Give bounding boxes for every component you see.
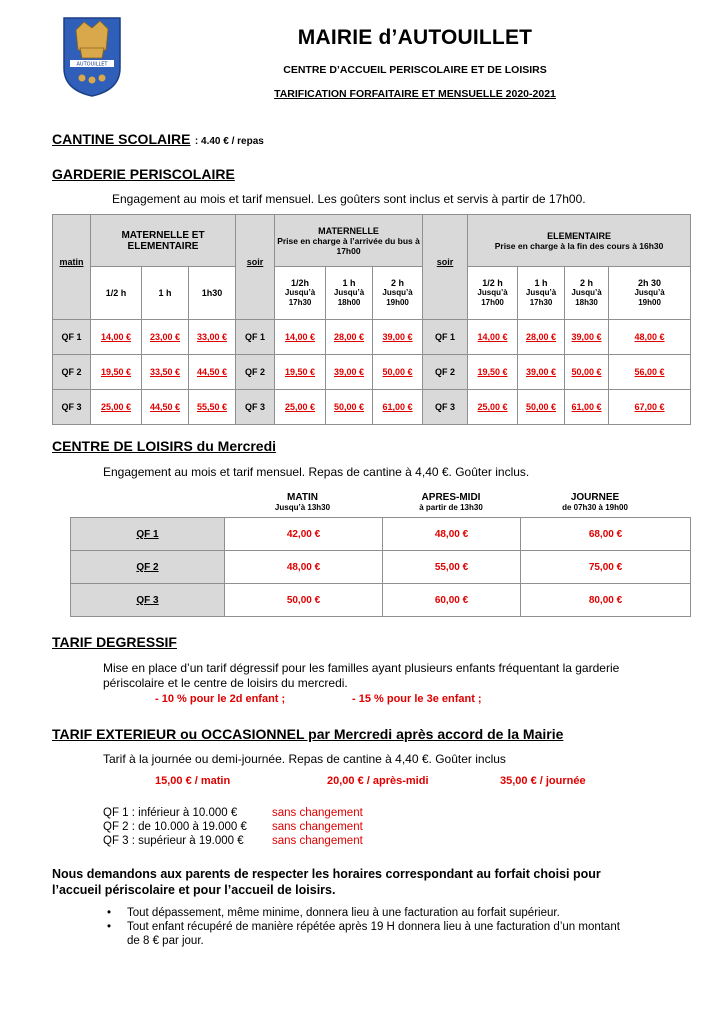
- price-cell: 50,00 €: [326, 390, 373, 425]
- group2-header: [275, 215, 423, 267]
- group3-col-header: 2h 30 Jusqu’à 19h00: [609, 267, 691, 320]
- price-cell: 61,00 €: [565, 390, 609, 425]
- table-row: [53, 320, 691, 355]
- loisirs-col-label: APRES-MIDI: [421, 492, 481, 503]
- qf-cell: QF 3: [423, 390, 468, 425]
- price-cell: 55,00 €: [383, 551, 521, 584]
- qf-threshold: QF 2 : de 10.000 à 19.000 €: [103, 821, 247, 833]
- soir-header-1: soir: [236, 215, 275, 320]
- price-cell: 14,00 €: [91, 320, 142, 355]
- price-apres-midi: 20,00 € / après-midi: [327, 775, 429, 787]
- price-cell: 39,00 €: [518, 355, 565, 390]
- group3-sub: Prise en charge à la fin des cours à 16h30: [494, 240, 664, 251]
- qf-cell: QF 2: [71, 551, 225, 584]
- group3-title: ELEMENTAIRE: [547, 230, 611, 241]
- group1-col-header: 1h30: [189, 267, 236, 320]
- reduction-3rd-child: - 15 % pour le 3e enfant ;: [352, 693, 482, 705]
- qf-thresholds: [103, 806, 247, 848]
- centre-subtitle: CENTRE D’ACCUEIL PERISCOLAIRE ET DE LOISIRS: [283, 64, 547, 76]
- price-cell: 19,50 €: [275, 355, 326, 390]
- price-cell: 19,50 €: [468, 355, 518, 390]
- tarification-subtitle: TARIFICATION FORFAITAIRE ET MENSUELLE 2020-2021: [274, 88, 556, 100]
- loisirs-col-sub: Jusqu’à 13h30: [274, 503, 331, 512]
- group2-col-header: 1 h Jusqu’à 18h00: [326, 267, 373, 320]
- list-item: de 8 € par jour.: [127, 935, 204, 947]
- list-item: • Tout dépassement, même minime, donnera lieu à une facturation au forfait supérieur.: [107, 907, 560, 919]
- qf-cell: QF 2: [236, 355, 275, 390]
- price-cell: 39,00 €: [373, 320, 423, 355]
- price-cell: 48,00 €: [609, 320, 691, 355]
- price-cell: 14,00 €: [275, 320, 326, 355]
- price-cell: 39,00 €: [565, 320, 609, 355]
- group3-col-header: 1 h Jusqu’à 17h30: [518, 267, 565, 320]
- qf-cell: QF 1: [423, 320, 468, 355]
- reduction-2nd-child: - 10 % pour le 2d enfant ;: [155, 693, 286, 705]
- price-cell: 50,00 €: [565, 355, 609, 390]
- price-cell: 48,00 €: [383, 518, 521, 551]
- degressif-line: Mise en place d’un tarif dégressif pour les familles ayant plusieurs enfants fréquentant la garderie: [103, 661, 620, 675]
- bullet-icon: •: [107, 907, 112, 919]
- price-cell: 39,00 €: [326, 355, 373, 390]
- group2-sub: Prise en charge à l’arrivée du bus à 17h00: [277, 235, 420, 256]
- bullet-icon: •: [107, 921, 112, 933]
- price-cell: 44,50 €: [189, 355, 236, 390]
- group1-col-header: 1 h: [142, 267, 189, 320]
- qf-cell: QF 1: [53, 320, 91, 355]
- group2-col-header: 2 h Jusqu’à 19h00: [373, 267, 423, 320]
- exterieur-intro: Tarif à la journée ou demi-journée. Repas de cantine à 4,40 €. Goûter inclus: [103, 752, 506, 766]
- loisirs-title: CENTRE DE LOISIRS du Mercredi: [52, 438, 277, 454]
- cantine-price: : 4.40 € / repas: [194, 136, 264, 147]
- svg-text:AUTOUILLET: AUTOUILLET: [76, 61, 108, 68]
- price-cell: 75,00 €: [521, 551, 691, 584]
- parents-notice: [52, 866, 692, 898]
- price-cell: 23,00 €: [142, 320, 189, 355]
- loisirs-col-header: [224, 492, 381, 512]
- notice-bullets: [103, 906, 683, 948]
- price-cell: 56,00 €: [609, 355, 691, 390]
- price-cell: 28,00 €: [326, 320, 373, 355]
- group2-col-header: 1/2h Jusqu’à 17h30: [275, 267, 326, 320]
- table-row: [71, 584, 691, 617]
- qf-note: sans changement: [272, 807, 363, 819]
- table-row: [53, 355, 691, 390]
- price-cell: 25,00 €: [275, 390, 326, 425]
- table-row: [53, 390, 691, 425]
- loisirs-col-header: [521, 492, 669, 512]
- town-hall-title: MAIRIE d’AUTOUILLET: [297, 26, 533, 49]
- price-cell: 80,00 €: [521, 584, 691, 617]
- price-cell: 19,50 €: [91, 355, 142, 390]
- price-cell: 68,00 €: [521, 518, 691, 551]
- list-item: • Tout enfant récupéré de manière répétée après 19 H donnera lieu à une facturation d’un montant: [107, 921, 620, 933]
- price-cell: 48,00 €: [225, 551, 383, 584]
- loisirs-col-header: [382, 492, 520, 512]
- qf-threshold: QF 3 : supérieur à 19.000 €: [103, 835, 244, 847]
- price-cell: 50,00 €: [373, 355, 423, 390]
- price-cell: 44,50 €: [142, 390, 189, 425]
- group1-col-header: 1/2 h: [91, 267, 142, 320]
- qf-cell: QF 3: [53, 390, 91, 425]
- loisirs-intro: Engagement au mois et tarif mensuel. Repas de cantine à 4,40 €. Goûter inclus.: [103, 465, 530, 479]
- qf-cell: QF 3: [236, 390, 275, 425]
- loisirs-col-sub: de 07h30 à 19h00: [562, 503, 628, 512]
- price-cell: 33,00 €: [189, 320, 236, 355]
- qf-note: sans changement: [272, 835, 363, 847]
- qf-notes: [272, 806, 363, 848]
- price-cell: 67,00 €: [609, 390, 691, 425]
- table-row: [71, 518, 691, 551]
- group2-title: MATERNELLE: [318, 225, 379, 236]
- matin-header: matin: [53, 215, 91, 320]
- price-journee: 35,00 € / journée: [500, 775, 586, 787]
- garderie-title: GARDERIE PERISCOLAIRE: [52, 166, 235, 182]
- degressif-text: [103, 661, 619, 691]
- cantine-line: [52, 131, 264, 149]
- price-cell: 14,00 €: [468, 320, 518, 355]
- loisirs-col-sub: à partir de 13h30: [419, 503, 483, 512]
- degressif-title: TARIF DEGRESSIF: [52, 634, 177, 650]
- price-matin: 15,00 € / matin: [155, 775, 231, 787]
- price-cell: 33,50 €: [142, 355, 189, 390]
- group3-col-header: 2 h Jusqu’à 18h30: [565, 267, 609, 320]
- cantine-label: CANTINE SCOLAIRE: [52, 131, 191, 147]
- loisirs-col-label: JOURNEE: [570, 492, 620, 503]
- loisirs-col-label: MATIN: [287, 492, 318, 503]
- qf-cell: QF 3: [71, 584, 225, 617]
- group3-col-header: 1/2 h Jusqu’à 17h00: [468, 267, 518, 320]
- price-cell: 60,00 €: [383, 584, 521, 617]
- qf-cell: QF 1: [236, 320, 275, 355]
- price-cell: 42,00 €: [225, 518, 383, 551]
- qf-cell: QF 1: [71, 518, 225, 551]
- exterieur-title: TARIF EXTERIEUR ou OCCASIONNEL par Mercredi après accord de la Mairie: [52, 726, 564, 742]
- price-cell: 25,00 €: [468, 390, 518, 425]
- group1-title: MATERNELLE ET ELEMENTAIRE: [91, 215, 236, 267]
- group3-header: [468, 215, 691, 267]
- price-cell: 61,00 €: [373, 390, 423, 425]
- qf-threshold: QF 1 : inférieur à 10.000 €: [103, 807, 238, 819]
- municipal-coat-of-arms: [62, 16, 122, 98]
- garderie-table: [52, 214, 691, 425]
- soir-header-2: soir: [423, 215, 468, 320]
- qf-cell: QF 2: [53, 355, 91, 390]
- table-row: [71, 551, 691, 584]
- price-cell: 50,00 €: [518, 390, 565, 425]
- loisirs-table: [70, 517, 691, 617]
- notice-line: Nous demandons aux parents de respecter les horaires correspondant au forfait choisi pour: [52, 867, 601, 881]
- degressif-line: périscolaire et le centre de loisirs du mercredi.: [103, 676, 348, 690]
- garderie-intro: Engagement au mois et tarif mensuel. Les goûters sont inclus et servis à partir de 17h00.: [112, 192, 586, 206]
- price-cell: 28,00 €: [518, 320, 565, 355]
- price-cell: 50,00 €: [225, 584, 383, 617]
- price-cell: 55,50 €: [189, 390, 236, 425]
- qf-cell: QF 2: [423, 355, 468, 390]
- price-cell: 25,00 €: [91, 390, 142, 425]
- qf-note: sans changement: [272, 821, 363, 833]
- notice-line: l’accueil périscolaire et pour l’accueil de loisirs.: [52, 883, 336, 897]
